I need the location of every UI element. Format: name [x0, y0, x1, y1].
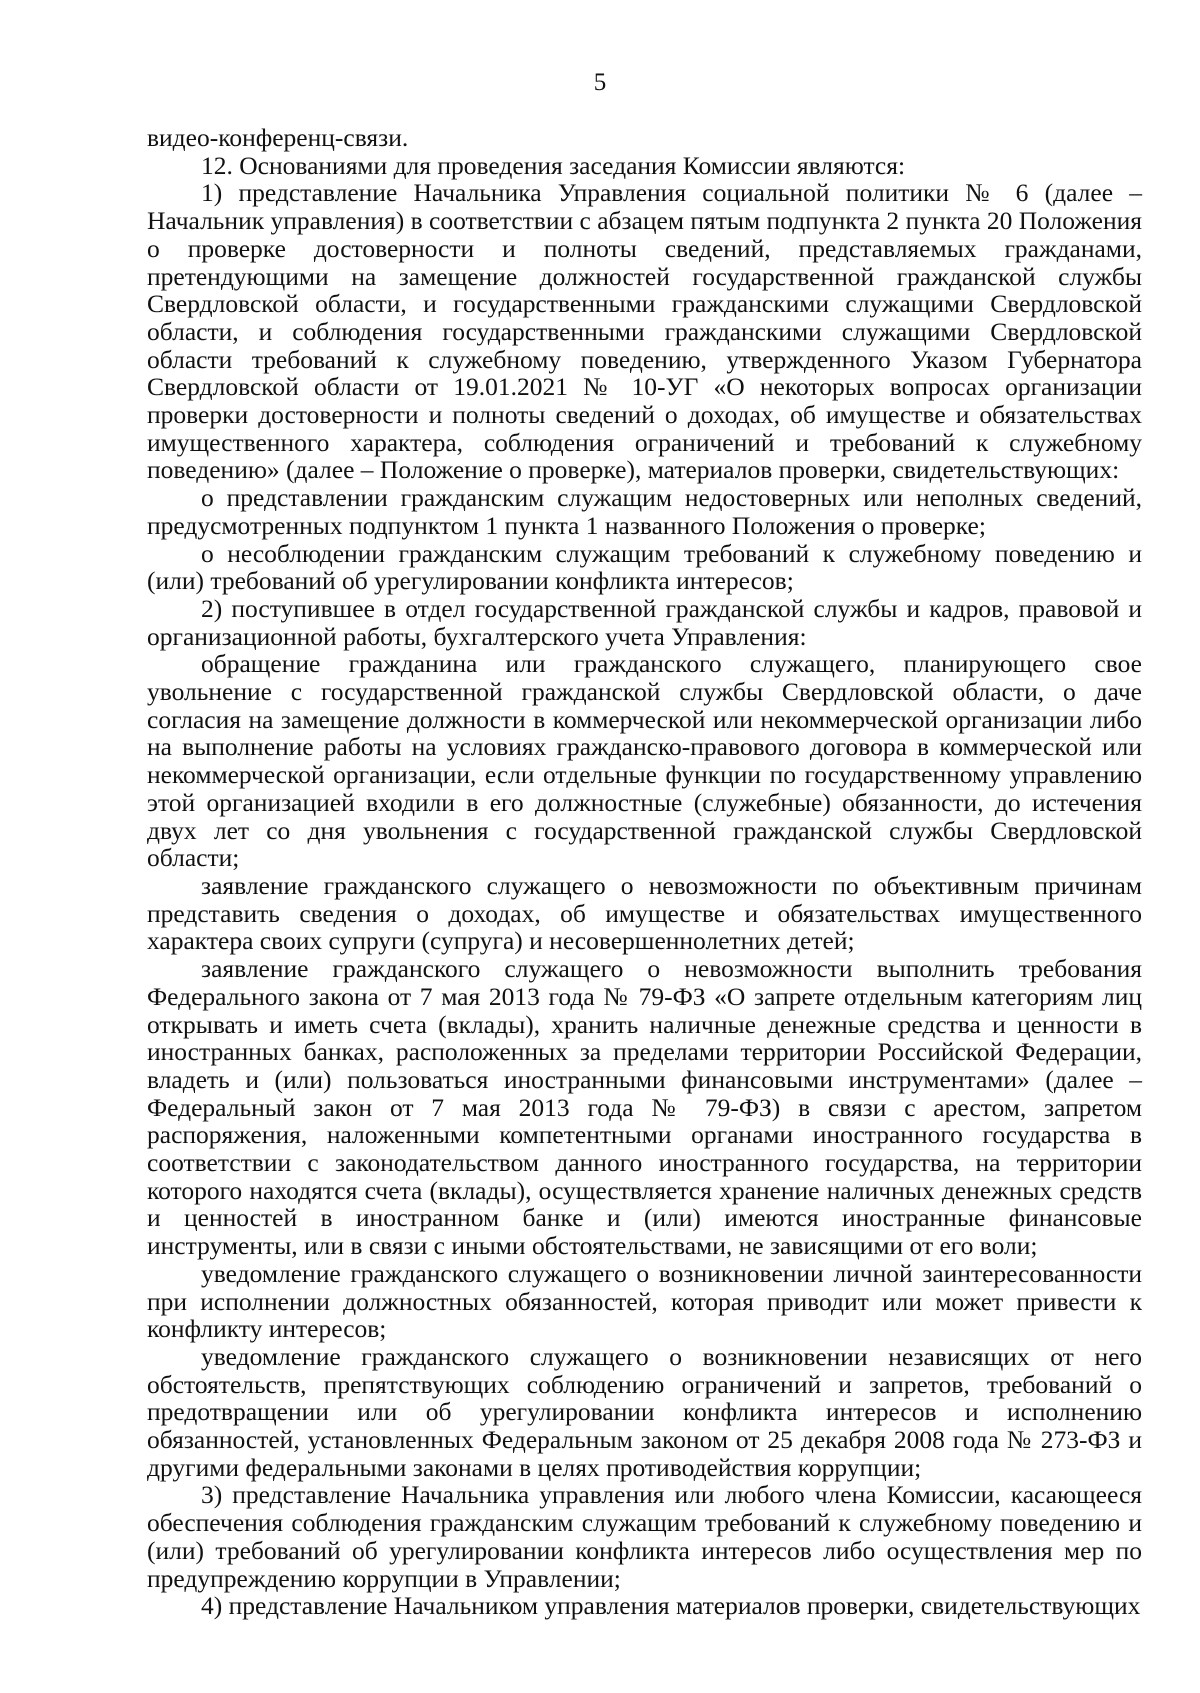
- page-number: 5: [593, 69, 607, 96]
- document-body: [147, 124, 1142, 1620]
- paragraph-income-statement: заявление гражданского служащего о невозможности по объективным причинам представить сведения о доходах, об имуществе и обязательствах имущественного характера своих супруги (супруга) и несовершеннолетних детей;: [147, 870, 1142, 956]
- paragraph-subitem-1: 1) представление Начальника Управления социальной политики № 6 (далее – Начальник управления) в соответствии с абзацем пятым подпункта 2 пункта 20 Положения о проверке достоверности и полноты сведений, представляемых гражданами, претендующими на замещение должностей государственной гражданской службы Свердловской области, и государственными гражданскими служащими Свердловской области, и соблюдения государственными гражданскими служащими Свердловской области требований к служебному поведению, утвержденного Указом Губернатора Свердловской области от 19.01.2021 № 10-УГ «О некоторых вопросах организации проверки достоверности и полноты сведений о доходах, об имуществе и обязательствах имущественного характера, соблюдения ограничений и требований к служебному поведению» (далее – Положение о проверке), материалов проверки, свидетельствующих:: [147, 178, 1142, 485]
- paragraph-independent-circumstances: уведомление гражданского служащего о возникновении независящих от него обстоятельств, препятствующих соблюдению ограничений и запретов, требований о предотвращении или об урегулировании конфликта интересов и исполнению обязанностей, установленных Федеральным законом от 25 декабря 2008 года № 273-ФЗ и другими федеральными законами в целях противодействия коррупции;: [147, 1341, 1142, 1482]
- paragraph-subitem-4: 4) представление Начальником управления материалов проверки, свидетельствующих: [201, 1591, 1141, 1621]
- paragraph-subitem-3: 3) представление Начальника управления или любого члена Комиссии, касающееся обеспечения соблюдения гражданским служащим требований к служебному поведению и (или) требований об урегулировании конфликта интересов либо осуществления мер по предупреждению коррупции в Управлении;: [147, 1480, 1142, 1593]
- paragraph-foreign-accounts: заявление гражданского служащего о невозможности выполнить требования Федерального закона от 7 мая 2013 года № 79-ФЗ «О запрете отдельным категориям лиц открывать и иметь счета (вклады), хранить наличные денежные средства и ценности в иностранных банках, расположенных за пределами территории Российской Федерации, владеть и (или) пользоваться иностранными финансовыми инструментами» (далее – Федеральный закон от 7 мая 2013 года № 79-ФЗ) в связи с арестом, запретом распоряжения, наложенными компетентными органами иностранного государства в соответствии с законодательством данного иностранного государства, на территории которого находятся счета (вклады), осуществляется хранение наличных денежных средств и ценностей в иностранном банке и (или) имеются иностранные финансовые инструменты, или в связи с иными обстоятельствами, не зависящими от его воли;: [147, 954, 1142, 1261]
- paragraph-inaccurate-info: о представлении гражданским служащим недостоверных или неполных сведений, предусмотренных подпунктом 1 пункта 1 названного Положения о проверке;: [147, 483, 1142, 540]
- paragraph-non-compliance: о несоблюдении гражданским служащим требований к служебному поведению и (или) требований об урегулировании конфликта интересов;: [147, 538, 1142, 596]
- paragraph-personal-interest: уведомление гражданского служащего о возникновении личной заинтересованности при исполнении должностных обязанностей, которая приводит или может привести к конфликту интересов;: [147, 1258, 1142, 1344]
- paragraph-video-conference: видео-конференц-связи.: [147, 123, 409, 152]
- paragraph-item-12: 12. Основаниями для проведения заседания Комиссии являются:: [201, 150, 906, 180]
- paragraph-citizen-appeal: обращение гражданина или гражданского служащего, планирующего свое увольнение с государственной гражданской службы Свердловской области, о даче согласия на замещение должности в коммерческой или некоммерческой организации либо на выполнение работы на условиях гражданско-правового договора в коммерческой или некоммерческой организации, если отдельные функции по государственному управлению этой организацией входили в его должностные (служебные) обязанности, до истечения двух лет со дня увольнения с государственной гражданской службы Свердловской области;: [147, 649, 1142, 873]
- paragraph-subitem-2: 2) поступившее в отдел государственной гражданской службы и кадров, правовой и организационной работы, бухгалтерского учета Управления:: [147, 593, 1142, 651]
